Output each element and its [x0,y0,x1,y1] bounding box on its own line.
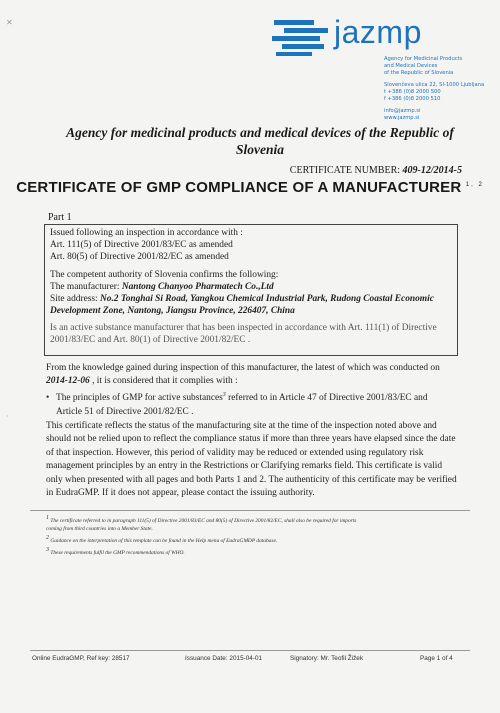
principles-text-1: The principles of GMP for active substances [56,393,223,404]
margin-tick-icon: ✕ [6,18,13,27]
status-line: in EudraGMP. If it does not appear, please contact the issuing authority. [46,488,315,499]
agency-name-line-2: and Medical Devices [384,63,438,69]
status-line: only when presented with all pages and both Parts 1 and 2. The authenticity of this certificate may be verified [46,474,457,485]
principles-footnote-ref: 3 [222,392,226,398]
knowledge-line-1: From the knowledge gained during inspection of this manufacturer, the latest of which was conducted on [46,363,440,373]
footnote-3 [46,546,466,557]
jazmp-logo-icon [272,18,330,58]
inspection-date: 2014-12-06 [46,376,90,387]
authority-line: The competent authority of Slovenia confirms the following: [50,270,279,280]
manufacturer-label: The manufacturer: [50,282,120,292]
principles-line-2: Article 51 of Directive 2001/82/EC . [56,406,194,417]
site-address-line [50,293,434,305]
footer-ref-key: Online EudraGMP, Ref key: 28517 [32,655,130,662]
footnote-3-number: 3 [46,547,49,553]
status-line: should not be relied upon to reflect the compliance status if more than three years have elapsed since the date [46,434,456,445]
article-2: Art. 80(5) of Directive 2001/82/EC as amended [50,252,229,262]
api-line-2: 2001/83/EC and Art. 80(1) of Directive 2001/82/EC . [50,335,251,345]
margin-tick-icon: · [6,412,9,421]
gmp-principles-bullet [46,389,464,419]
certificate-number-label: CERTIFICATE NUMBER: [289,165,401,176]
agency-email: info@jazmp.si [384,108,421,114]
footnote-1 [46,514,466,533]
footnote-2-number: 2 [46,535,49,541]
footnote-1-text: The certificate referred to in paragraph 111(5) of Directive 2001/83/EC and 80(5) of Directive 2001/82/EC, shall also be required for imports [50,517,357,524]
footnote-1-number: 1 [46,515,49,521]
agency-web: www.jazmp.si [384,115,420,121]
certificate-number [290,165,462,176]
status-line: This certificate reflects the status of the manufacturing site at the time of the inspection noted above and [46,421,437,431]
manufacturer-line [50,281,274,293]
agency-name-line-3: of the Republic of Slovenia [384,70,454,76]
logo-wordmark: jazmp [334,14,422,50]
agency-address: Slovenčeva ulica 22, SI-1000 Ljubljana [384,82,485,88]
document-title-text: CERTIFICATE OF GMP COMPLIANCE OF A MANUFACTURER [16,179,462,196]
agency-fax: f +386 (0)8 2000 510 [384,96,441,102]
footnote-3-text: These requirements fulfil the GMP recommendations of WHO. [50,549,185,556]
agency-title-text: Agency for medicinal products and medical devices of the Republic of [66,125,454,140]
footnote-1-text-2: coming from third countries into a Member State. [46,525,153,532]
footer-page-number: Page 1 of 4 [420,655,453,662]
agency-title [40,124,480,158]
article-1: Art. 111(5) of Directive 2001/83/EC as amended [50,240,233,250]
part-label: Part 1 [48,212,72,223]
agency-contact-block [384,56,496,122]
bullet-icon: • [46,393,50,404]
footer-signatory: Signatory: Mr. Teofil Žižek [290,655,364,662]
site-address-1: No.2 Tonghai Si Road, Yangkou Chemical Industrial Park, Rudong Coastal Economic [100,294,434,304]
footnote-divider [30,510,470,511]
knowledge-paragraph [46,362,464,389]
site-address-line-2 [50,305,295,317]
agency-phone: t +386 (0)8 2000 500 [384,89,441,95]
api-line-1: Is an active substance manufacturer that has been inspected in accordance with Art. 111(1) of Directive [50,323,437,333]
document-title [0,179,500,196]
footnote-2-text: Guidance on the interpretation of this template can be found in the Help menu of EudraGMDP database. [50,537,278,544]
footnote-2 [46,534,466,545]
status-line: of that inspection. However, this period of validity may be reduced or extended using regulatory risk [46,447,424,458]
certificate-number-value: 409-12/2014-5 [402,165,462,176]
manufacturer-name: Nantong Chanyoo Pharmatech Co.,Ltd [121,282,274,292]
agency-name-line-1: Agency for Medicinal Products [384,56,463,62]
document-title-footnote-refs: 1, 2 [465,182,484,188]
footer-issuance-date: Issuance Date: 2015-04-01 [185,655,263,662]
status-paragraph [46,420,464,500]
footer-divider [30,650,470,651]
knowledge-line-2: , it is considered that it complies with : [89,376,238,387]
status-line: management principles by an entry in the Restrictions or Clarifying remarks field. This certificate is valid [46,461,443,472]
site-address-2: Development Zone, Nantong, Jiangsu Province, 226407, China [50,306,295,316]
agency-title-country: Slovenia [235,142,284,157]
issued-line: Issued following an inspection in accordance with : [50,228,243,238]
site-label: Site address: [50,294,98,304]
principles-text-2: referred to in Article 47 of Directive 2001/83/EC and [225,393,428,404]
